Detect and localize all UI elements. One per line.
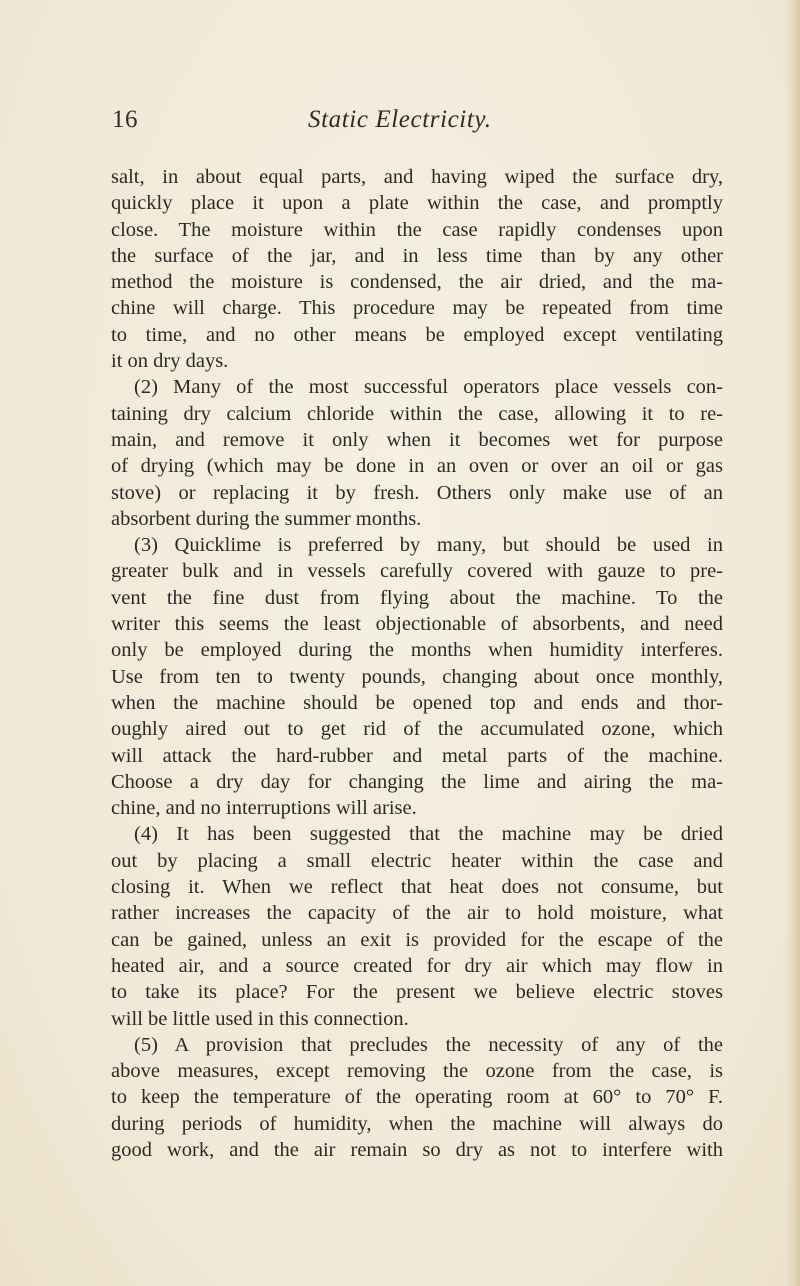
text-line: it on dry days. bbox=[111, 350, 229, 373]
text-line: heated air, and a source created for dry air which may flow in bbox=[111, 954, 723, 977]
text-line: absorbent during the summer months. bbox=[111, 507, 422, 530]
text-line: writer this seems the least objectionable of absorbents, and need bbox=[111, 613, 723, 636]
text-line: chine will charge. This procedure may be repeated from time bbox=[111, 297, 723, 320]
text-line: Use from ten to twenty pounds, changing about once monthly, bbox=[111, 665, 723, 688]
text-line: taining dry calcium chloride within the case, allowing it to re- bbox=[111, 402, 723, 425]
text-line: above measures, except removing the ozone from the case, is bbox=[111, 1060, 723, 1083]
paragraph-start-line: (3) Quicklime is preferred by many, but should be used in bbox=[134, 534, 723, 557]
text-line: the surface of the jar, and in less time than by any other bbox=[111, 244, 723, 267]
text-line: will be little used in this connection. bbox=[111, 1007, 409, 1030]
text-line: to keep the temperature of the operating room at 60° to 70° F. bbox=[111, 1086, 723, 1109]
text-line: will attack the hard-rubber and metal parts of the machine. bbox=[111, 744, 723, 767]
text-line: of drying (which may be done in an oven or over an oil or gas bbox=[111, 455, 723, 478]
text-line: stove) or replacing it by fresh. Others only make use of an bbox=[111, 481, 723, 504]
paragraph-start-line: (2) Many of the most successful operators place vessels con- bbox=[134, 376, 723, 399]
text-line: out by placing a small electric heater within the case and bbox=[111, 849, 723, 872]
text-line: greater bulk and in vessels carefully covered with gauze to pre- bbox=[111, 560, 723, 583]
page-edge-shadow bbox=[786, 0, 800, 1286]
running-title: Static Electricity. bbox=[308, 106, 492, 133]
body-text bbox=[111, 164, 723, 1163]
text-line: closing it. When we reflect that heat does not consume, but bbox=[111, 876, 723, 899]
text-line: salt, in about equal parts, and having wiped the surface dry, bbox=[111, 166, 723, 188]
paragraph-start-line: (5) A provision that precludes the necessity of any of the bbox=[134, 1033, 723, 1056]
text-line: Choose a dry day for changing the lime and airing the ma- bbox=[111, 770, 723, 793]
page-number: 16 bbox=[112, 106, 138, 133]
text-line: main, and remove it only when it becomes wet for purpose bbox=[111, 428, 723, 451]
text-line: can be gained, unless an exit is provided for the escape of the bbox=[111, 928, 723, 951]
page-header bbox=[112, 106, 722, 142]
text-line: method the moisture is condensed, the air dried, and the ma- bbox=[111, 271, 723, 294]
paragraph-start-line: (4) It has been suggested that the machine may be dried bbox=[134, 823, 723, 846]
text-line: chine, and no interruptions will arise. bbox=[111, 797, 417, 820]
text-line: quickly place it upon a plate within the case, and promptly bbox=[111, 192, 723, 215]
text-line: good work, and the air remain so dry as not to interfere with bbox=[111, 1138, 723, 1161]
text-line: rather increases the capacity of the air to hold moisture, what bbox=[111, 902, 723, 925]
text-line: oughly aired out to get rid of the accumulated ozone, which bbox=[111, 718, 723, 741]
text-line: only be employed during the months when humidity interferes. bbox=[111, 639, 723, 662]
text-line: close. The moisture within the case rapidly condenses upon bbox=[111, 218, 723, 241]
text-line: to time, and no other means be employed except ventilating bbox=[111, 323, 723, 346]
text-line: when the machine should be opened top and ends and thor- bbox=[111, 691, 723, 714]
text-line: to take its place? For the present we believe electric stoves bbox=[111, 981, 723, 1004]
text-line: vent the fine dust from flying about the machine. To the bbox=[111, 586, 723, 609]
text-line: during periods of humidity, when the machine will always do bbox=[111, 1112, 723, 1135]
